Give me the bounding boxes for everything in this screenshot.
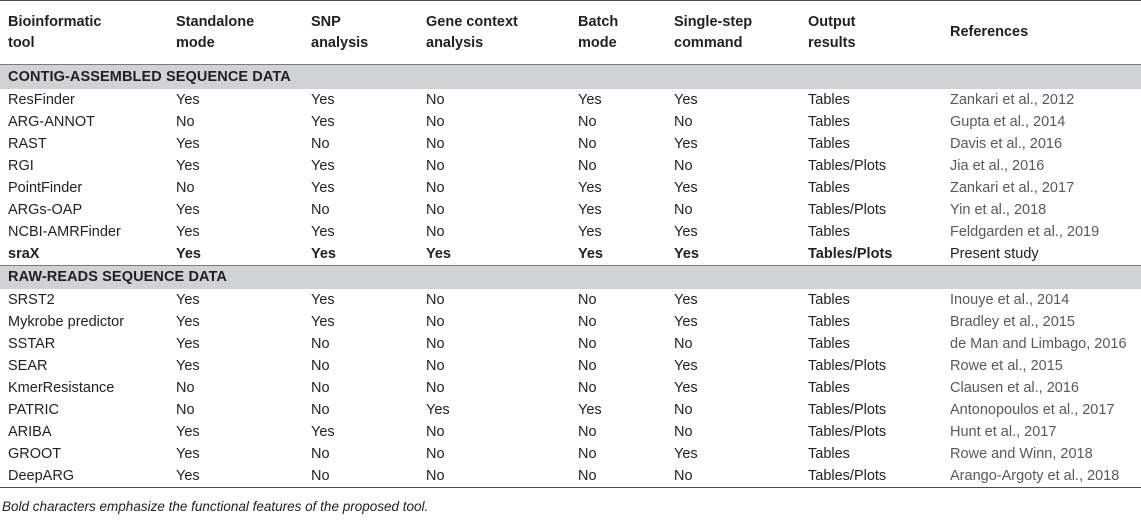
table-cell: No [674, 201, 693, 218]
table-cell: Yes [674, 446, 698, 462]
reference-cell: Rowe and Winn, 2018 [950, 446, 1093, 462]
table-cell: No [674, 157, 693, 174]
table-cell: Yes [674, 179, 698, 196]
tool-name-cell: KmerResistance [8, 380, 115, 396]
reference-cell: Bradley et al., 2015 [950, 314, 1075, 330]
header-label-line: Bioinformatic [8, 13, 102, 30]
table-cell: No [176, 380, 195, 396]
table-cell: Yes [674, 245, 699, 262]
table-row [0, 111, 1141, 133]
table-cell: No [674, 402, 693, 418]
tool-name-cell: SSTAR [8, 336, 56, 352]
header-label-line: SNP [311, 13, 341, 30]
tool-name-cell: ARG-ANNOT [8, 113, 95, 130]
table-cell: No [578, 380, 597, 396]
table-cell: Yes [176, 223, 200, 240]
table-row [0, 377, 1141, 399]
table-cell: No [426, 468, 445, 484]
section-title: CONTIG-ASSEMBLED SEQUENCE DATA [8, 68, 291, 85]
header-row [0, 1, 1141, 65]
table-cell: Yes [311, 292, 335, 308]
header-label-line: analysis [426, 34, 484, 51]
table-cell: Yes [578, 223, 602, 240]
table-cell: Yes [674, 223, 698, 240]
header-references [942, 1, 1141, 65]
tool-name-cell: sraX [8, 245, 40, 262]
table-cell: Yes [674, 135, 698, 152]
table-cell: Yes [176, 424, 200, 440]
table-cell: Yes [176, 336, 200, 352]
table-section [0, 65, 1141, 266]
table-cell: No [578, 135, 597, 152]
reference-cell: Rowe et al., 2015 [950, 358, 1063, 374]
reference-cell: Hunt et al., 2017 [950, 424, 1057, 440]
table-cell: Tables [808, 223, 850, 240]
table-cell: Tables [808, 446, 850, 462]
table-cell: Yes [311, 91, 335, 108]
table-cell: Yes [311, 424, 335, 440]
tool-name-cell: RGI [8, 157, 34, 174]
reference-cell: de Man and Limbago, 2016 [950, 336, 1127, 352]
table-cell: No [674, 424, 693, 440]
reference-cell: Clausen et al., 2016 [950, 380, 1079, 396]
table-cell: Yes [176, 446, 200, 462]
header-standalone-mode [168, 1, 303, 65]
tool-name-cell: SRST2 [8, 292, 55, 308]
table-cell: No [176, 402, 195, 418]
table-row [0, 243, 1141, 266]
table-cell: No [426, 424, 445, 440]
table-cell: Tables/Plots [808, 424, 887, 440]
section-header-row [0, 65, 1141, 89]
table-cell: Yes [426, 402, 450, 418]
reference-cell: Inouye et al., 2014 [950, 292, 1070, 308]
table-cell: No [578, 113, 597, 130]
table-cell: Tables/Plots [808, 358, 887, 374]
table-cell: Tables [808, 113, 850, 130]
table-cell: Tables [808, 179, 850, 196]
table-cell: No [578, 446, 597, 462]
table-cell: No [426, 157, 445, 174]
table-row [0, 465, 1141, 488]
header-label-line: Gene context [426, 13, 518, 30]
table-cell: No [426, 135, 445, 152]
table-cell: No [426, 380, 445, 396]
reference-cell: Antonopoulos et al., 2017 [950, 402, 1115, 418]
header-label-line: Batch [578, 13, 619, 30]
table-cell: No [426, 223, 445, 240]
table-cell: Tables [808, 135, 850, 152]
table-row [0, 221, 1141, 243]
section-title: RAW-READS SEQUENCE DATA [8, 269, 227, 286]
table-cell: Yes [578, 245, 603, 262]
reference-cell: Present study [950, 245, 1039, 262]
table-cell: No [426, 201, 445, 218]
reference-cell: Feldgarden et al., 2019 [950, 223, 1100, 240]
tool-name-cell: ARIBA [8, 424, 52, 440]
table-cell: No [674, 336, 693, 352]
table-cell: No [176, 179, 195, 196]
table-cell: No [578, 468, 597, 484]
tool-name-cell: SEAR [8, 358, 48, 374]
table-cell: Yes [674, 358, 698, 374]
table-cell: Yes [311, 179, 335, 196]
table-cell: Yes [674, 380, 698, 396]
table-cell: No [311, 135, 330, 152]
table-cell: Yes [176, 314, 200, 330]
tool-name-cell: Mykrobe predictor [8, 314, 125, 330]
header-label-line: mode [578, 34, 617, 51]
reference-cell: Davis et al., 2016 [950, 135, 1063, 152]
table-cell: Tables/Plots [808, 245, 893, 262]
tool-name-cell: NCBI-AMRFinder [8, 223, 121, 240]
tool-name-cell: ResFinder [8, 91, 75, 108]
table-row [0, 399, 1141, 421]
table-cell: No [426, 113, 445, 130]
table-cell: No [578, 292, 597, 308]
table-cell: Yes [311, 157, 335, 174]
header-label-line: tool [8, 34, 35, 51]
table-cell: No [311, 380, 330, 396]
tool-name-cell: RAST [8, 135, 47, 152]
table-cell: Tables [808, 380, 850, 396]
table-cell: No [426, 446, 445, 462]
table-row [0, 443, 1141, 465]
table-cell: No [311, 402, 330, 418]
tool-name-cell: PATRIC [8, 402, 60, 418]
header-label-line: results [808, 34, 856, 51]
table-cell: Yes [176, 135, 200, 152]
table-cell: No [674, 113, 693, 130]
reference-cell: Zankari et al., 2012 [950, 91, 1075, 108]
tool-name-cell: DeepARG [8, 468, 75, 484]
table-cell: No [426, 292, 445, 308]
table-row [0, 177, 1141, 199]
table-cell: Yes [674, 292, 698, 308]
header-batch-mode [570, 1, 666, 65]
table-cell: No [311, 201, 330, 218]
table-footnote: Bold characters emphasize the functional features of the proposed tool. [2, 499, 429, 514]
table-cell: Yes [311, 314, 335, 330]
table-cell: No [176, 113, 195, 130]
header-gene-context-analysis [418, 1, 570, 65]
table-cell: Yes [311, 245, 336, 262]
table-cell: Tables [808, 91, 850, 108]
table-row [0, 421, 1141, 443]
table-cell: No [578, 314, 597, 330]
table-cell: Yes [674, 314, 698, 330]
header-label-line: Standalone [176, 13, 255, 30]
table-cell: Yes [311, 113, 335, 130]
table-cell: Yes [176, 245, 201, 262]
table-row [0, 155, 1141, 177]
table-cell: No [578, 424, 597, 440]
table-cell: Yes [578, 179, 602, 196]
table-section [0, 265, 1141, 488]
table-cell: Tables/Plots [808, 468, 887, 484]
table-header [0, 1, 1141, 65]
table-cell: No [578, 336, 597, 352]
table-cell: No [311, 468, 330, 484]
header-label-line: command [674, 34, 743, 51]
header-tool [0, 1, 168, 65]
header-label-line: mode [176, 34, 215, 51]
header-output-results [800, 1, 942, 65]
header-snp-analysis [303, 1, 418, 65]
table-cell: Yes [176, 358, 200, 374]
table-cell: Yes [176, 201, 200, 218]
table-cell: No [426, 91, 445, 108]
table-cell: No [578, 157, 597, 174]
table-cell: No [426, 358, 445, 374]
reference-cell: Arango-Argoty et al., 2018 [950, 468, 1120, 484]
table-row [0, 289, 1141, 311]
table-cell: No [311, 358, 330, 374]
header-label-line: analysis [311, 34, 369, 51]
header-single-step-command [666, 1, 800, 65]
header-label-line: Output [808, 13, 856, 30]
table-row [0, 89, 1141, 111]
table-row [0, 133, 1141, 155]
tool-name-cell: ARGs-OAP [8, 201, 83, 218]
table-cell: No [578, 358, 597, 374]
table-cell: Tables/Plots [808, 201, 887, 218]
table-cell: Tables [808, 292, 850, 308]
reference-cell: Gupta et al., 2014 [950, 113, 1066, 130]
tool-name-cell: PointFinder [8, 179, 83, 196]
table-cell: Yes [578, 201, 602, 218]
table-cell: No [311, 336, 330, 352]
table-cell: Tables/Plots [808, 402, 887, 418]
reference-cell: Yin et al., 2018 [950, 201, 1047, 218]
tool-name-cell: GROOT [8, 446, 62, 462]
table-cell: Yes [176, 468, 200, 484]
table-cell: Tables [808, 336, 850, 352]
table-row [0, 333, 1141, 355]
table-cell: No [426, 179, 445, 196]
table-cell: No [311, 446, 330, 462]
table-row [0, 199, 1141, 221]
table-cell: Yes [176, 292, 200, 308]
table-cell: No [674, 468, 693, 484]
header-label-line: Single-step [674, 13, 753, 30]
table-cell: Yes [674, 91, 698, 108]
reference-cell: Jia et al., 2016 [950, 157, 1045, 174]
table-cell: No [426, 314, 445, 330]
table-cell: Tables/Plots [808, 157, 887, 174]
reference-cell: Zankari et al., 2017 [950, 179, 1075, 196]
header-label-line: References [950, 24, 1029, 40]
section-header-row [0, 265, 1141, 289]
table-row [0, 355, 1141, 377]
table-cell: Tables [808, 314, 850, 330]
table-row [0, 311, 1141, 333]
table-cell: Yes [578, 91, 602, 108]
table-cell: Yes [426, 245, 451, 262]
table-cell: Yes [176, 91, 200, 108]
table-cell: Yes [578, 402, 602, 418]
table-cell: Yes [311, 223, 335, 240]
table-cell: Yes [176, 157, 200, 174]
table-cell: No [426, 336, 445, 352]
